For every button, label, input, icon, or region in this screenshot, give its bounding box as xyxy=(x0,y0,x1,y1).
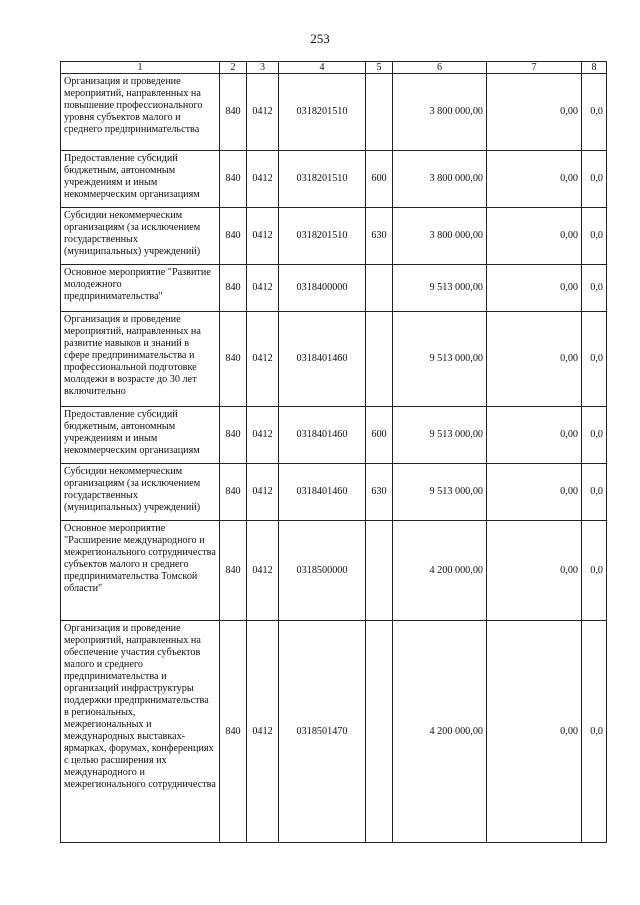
expense-type-cell: 630 xyxy=(366,464,393,521)
department-code-cell: 840 xyxy=(220,265,247,312)
budget-table xyxy=(60,61,607,843)
table-row xyxy=(61,151,607,208)
amount-col7-cell: 0,00 xyxy=(487,151,582,208)
expense-type-cell xyxy=(366,74,393,151)
expense-type-cell: 600 xyxy=(366,407,393,464)
column-header: 8 xyxy=(582,62,607,74)
section-code-cell: 0412 xyxy=(247,312,279,407)
column-header: 2 xyxy=(220,62,247,74)
table-row xyxy=(61,464,607,521)
section-code-cell: 0412 xyxy=(247,74,279,151)
row-name-cell: Организация и проведение мероприятий, направленных на развитие навыков и знаний в сфере предпринимательства и профессиональной подготовке молодежи в возрасте до 30 лет включительно xyxy=(61,312,220,407)
expense-type-cell xyxy=(366,621,393,843)
amount-cell: 9 513 000,00 xyxy=(393,265,487,312)
amount-cell: 3 800 000,00 xyxy=(393,208,487,265)
amount-col8-cell: 0,0 xyxy=(582,312,607,407)
department-code-cell: 840 xyxy=(220,464,247,521)
department-code-cell: 840 xyxy=(220,521,247,621)
section-code-cell: 0412 xyxy=(247,407,279,464)
amount-col7-cell: 0,00 xyxy=(487,407,582,464)
department-code-cell: 840 xyxy=(220,74,247,151)
row-name-cell: Предоставление субсидий бюджетным, автономным учреждениям и иным некоммерческим организациям xyxy=(61,407,220,464)
header-row xyxy=(61,62,607,74)
amount-col8-cell: 0,0 xyxy=(582,464,607,521)
amount-col8-cell: 0,0 xyxy=(582,521,607,621)
amount-col8-cell: 0,0 xyxy=(582,151,607,208)
row-name-cell: Основное мероприятие "Развитие молодежного предпринимательства" xyxy=(61,265,220,312)
amount-col8-cell: 0,0 xyxy=(582,74,607,151)
target-item-cell: 0318201510 xyxy=(279,74,366,151)
column-header: 1 xyxy=(61,62,220,74)
expense-type-cell xyxy=(366,265,393,312)
amount-col8-cell: 0,0 xyxy=(582,407,607,464)
department-code-cell: 840 xyxy=(220,151,247,208)
amount-cell: 4 200 000,00 xyxy=(393,521,487,621)
row-name-cell: Субсидии некоммерческим организациям (за исключением государственных (муниципальных) учреждений) xyxy=(61,464,220,521)
expense-type-cell xyxy=(366,521,393,621)
department-code-cell: 840 xyxy=(220,621,247,843)
amount-cell: 3 800 000,00 xyxy=(393,74,487,151)
amount-col7-cell: 0,00 xyxy=(487,464,582,521)
row-name-cell: Организация и проведение мероприятий, направленных на повышение профессионального уровня субъектов малого и среднего предпринимательства xyxy=(61,74,220,151)
column-header: 6 xyxy=(393,62,487,74)
amount-cell: 9 513 000,00 xyxy=(393,464,487,521)
expense-type-cell: 600 xyxy=(366,151,393,208)
section-code-cell: 0412 xyxy=(247,621,279,843)
target-item-cell: 0318201510 xyxy=(279,151,366,208)
amount-cell: 9 513 000,00 xyxy=(393,312,487,407)
section-code-cell: 0412 xyxy=(247,521,279,621)
row-name-cell: Основное мероприятие "Расширение международного и межрегионального сотрудничества субъектов малого и среднего предпринимательства Томской области" xyxy=(61,521,220,621)
target-item-cell: 0318501470 xyxy=(279,621,366,843)
amount-col8-cell: 0,0 xyxy=(582,208,607,265)
table-row xyxy=(61,621,607,843)
column-header: 7 xyxy=(487,62,582,74)
department-code-cell: 840 xyxy=(220,208,247,265)
expense-type-cell xyxy=(366,312,393,407)
section-code-cell: 0412 xyxy=(247,464,279,521)
amount-col7-cell: 0,00 xyxy=(487,521,582,621)
table-row xyxy=(61,208,607,265)
table-row xyxy=(61,265,607,312)
amount-col7-cell: 0,00 xyxy=(487,208,582,265)
amount-col7-cell: 0,00 xyxy=(487,74,582,151)
table-row xyxy=(61,521,607,621)
amount-col7-cell: 0,00 xyxy=(487,621,582,843)
row-name-cell: Субсидии некоммерческим организациям (за исключением государственных (муниципальных) учреждений) xyxy=(61,208,220,265)
table-row xyxy=(61,407,607,464)
department-code-cell: 840 xyxy=(220,312,247,407)
target-item-cell: 0318500000 xyxy=(279,521,366,621)
amount-cell: 3 800 000,00 xyxy=(393,151,487,208)
target-item-cell: 0318400000 xyxy=(279,265,366,312)
department-code-cell: 840 xyxy=(220,407,247,464)
section-code-cell: 0412 xyxy=(247,208,279,265)
target-item-cell: 0318401460 xyxy=(279,464,366,521)
section-code-cell: 0412 xyxy=(247,151,279,208)
amount-cell: 4 200 000,00 xyxy=(393,621,487,843)
amount-col8-cell: 0,0 xyxy=(582,621,607,843)
table-row xyxy=(61,74,607,151)
expense-type-cell: 630 xyxy=(366,208,393,265)
target-item-cell: 0318401460 xyxy=(279,407,366,464)
page-number: 253 xyxy=(310,31,330,46)
table-row xyxy=(61,312,607,407)
column-header: 3 xyxy=(247,62,279,74)
column-header: 4 xyxy=(279,62,366,74)
amount-col7-cell: 0,00 xyxy=(487,265,582,312)
target-item-cell: 0318401460 xyxy=(279,312,366,407)
table-body xyxy=(61,74,607,843)
section-code-cell: 0412 xyxy=(247,265,279,312)
amount-col7-cell: 0,00 xyxy=(487,312,582,407)
target-item-cell: 0318201510 xyxy=(279,208,366,265)
amount-col8-cell: 0,0 xyxy=(582,265,607,312)
row-name-cell: Организация и проведение мероприятий, направленных на обеспечение участия субъектов малого и среднего предпринимательства и организаций инфраструктуры поддержки предпринимательства в региональных, межрегиональных и международных выставках-ярмарках, форумах, конференциях с целью расширения их международного и межрегионального сотрудничества xyxy=(61,621,220,843)
row-name-cell: Предоставление субсидий бюджетным, автономным учреждениям и иным некоммерческим организациям xyxy=(61,151,220,208)
column-header: 5 xyxy=(366,62,393,74)
amount-cell: 9 513 000,00 xyxy=(393,407,487,464)
